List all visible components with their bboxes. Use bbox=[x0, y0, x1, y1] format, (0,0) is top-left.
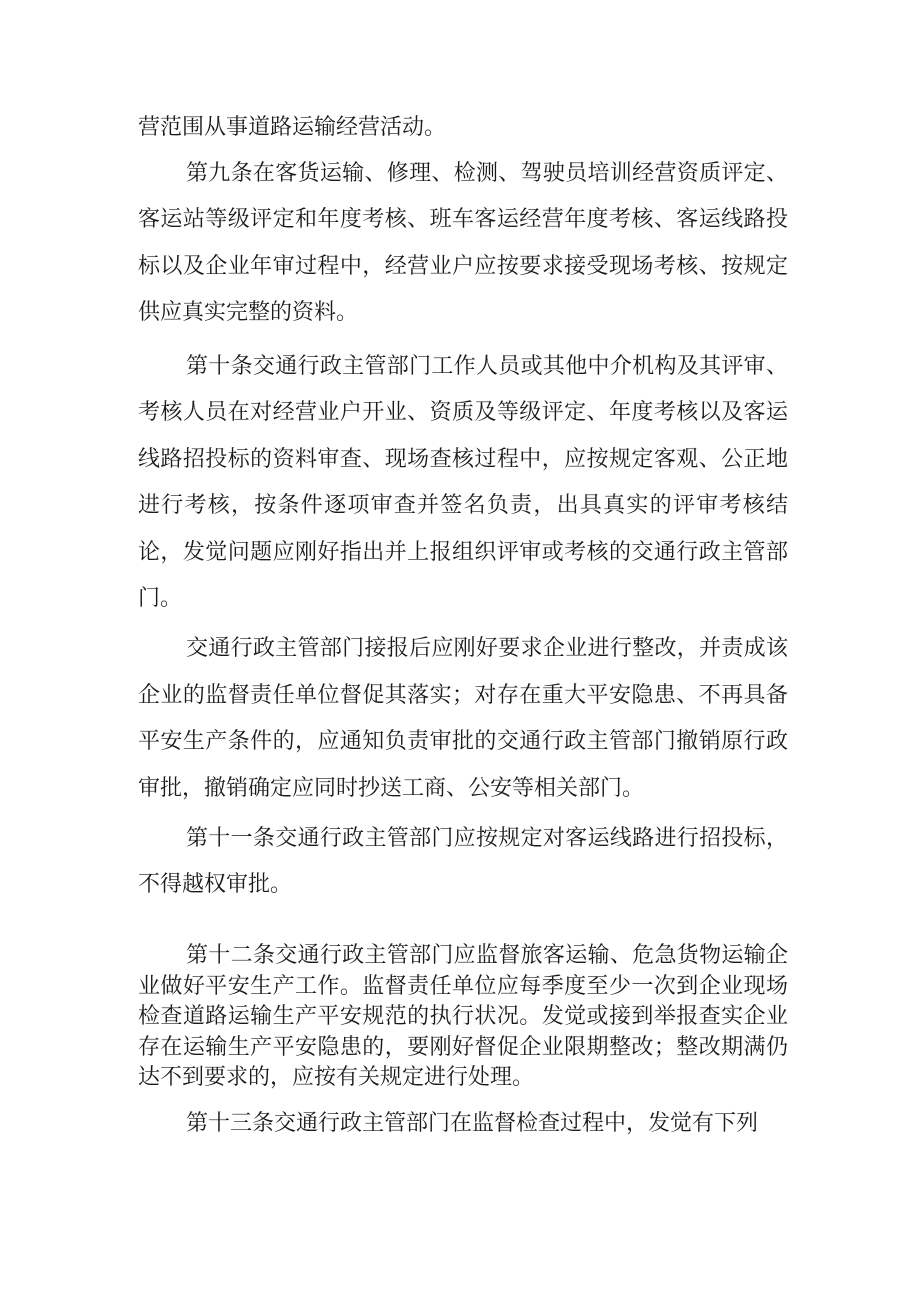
paragraph-article-12: 第十二条交通行政主管部门应监督旅客运输、危急货物运输企业做好平安生产工作。监督责任单位应每季度至少一次到企业现场检查道路运输生产平安规范的执行状况。发觉或接到举报查实企业存在运输生产平安隐患的，要刚好督促企业限期整改；整改期满仍达不到要求的，应按有关规定进行处理。 bbox=[138, 943, 788, 1090]
paragraph-article-10: 第十条交通行政主管部门工作人员或其他中介机构及其评审、考核人员在对经营业户开业、资质及等级评定、年度考核以及客运线路招投标的资料审查、现场查核过程中，应按规定客观、公正地进行考核，按条件逐项审查并签名负责，出具真实的评审考核结论，发觉问题应刚好指出并上报组织评审或考核的交通行政主管部门。 bbox=[138, 354, 788, 612]
paragraph-article-13: 第十三条交通行政主管部门在监督检查过程中，发觉有下列 bbox=[186, 1111, 759, 1136]
paragraph-article-11: 第十一条交通行政主管部门应按规定对客运线路进行招投标，不得越权审批。 bbox=[138, 826, 788, 898]
paragraph-continuation: 营范围从事道路运输经营活动。 bbox=[138, 115, 447, 140]
paragraph-article-9: 第九条在客货运输、修理、检测、驾驶员培训经营资质评定、客运站等级评定和年度考核、班车客运经营年度考核、客运线路投标以及企业年审过程中，经营业户应按要求接受现场考核、按规定供应真实完整的资料。 bbox=[138, 161, 788, 326]
paragraph-rectification: 交通行政主管部门接报后应刚好要求企业进行整改，并责成该企业的监督责任单位督促其落实；对存在重大平安隐患、不再具备平安生产条件的，应通知负责审批的交通行政主管部门撤销原行政审批，撤销确定应同时抄送工商、公安等相关部门。 bbox=[138, 636, 788, 802]
